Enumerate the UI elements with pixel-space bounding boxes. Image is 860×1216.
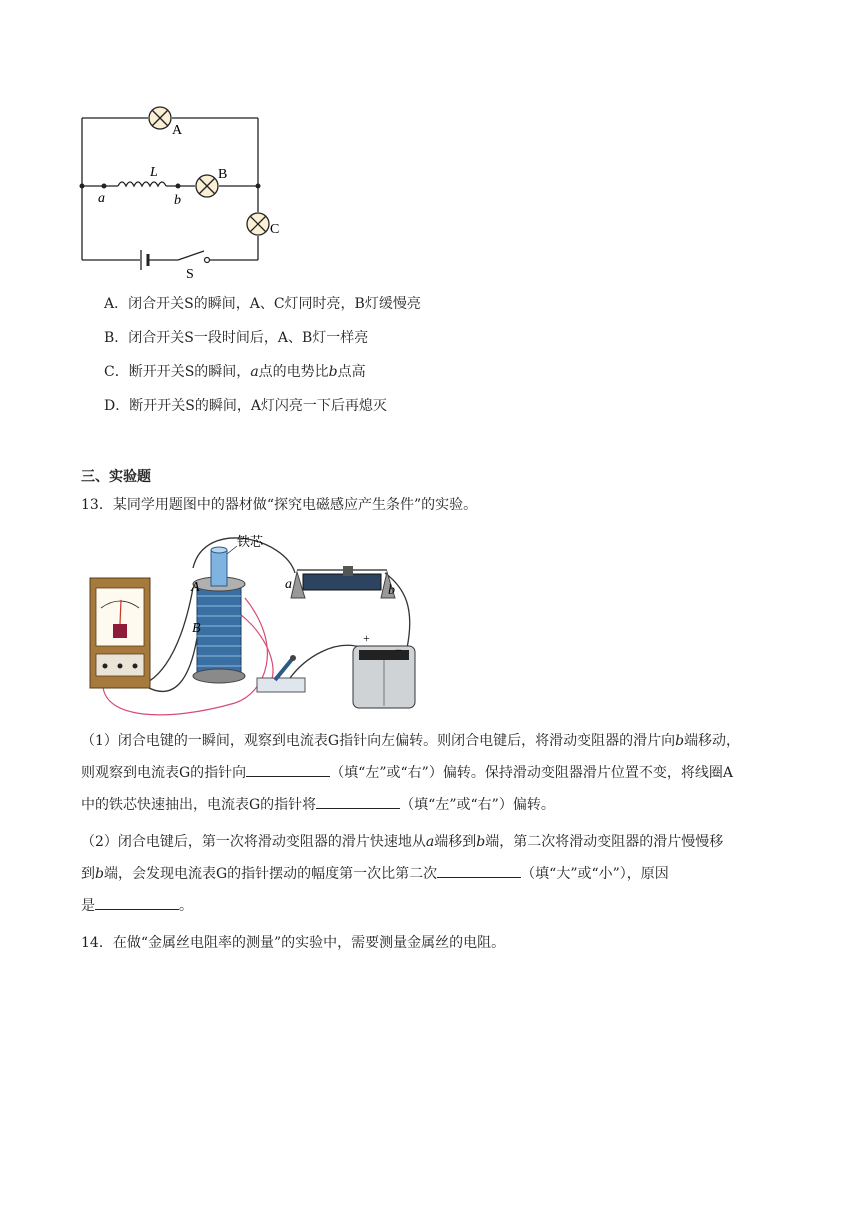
label-point-b: b xyxy=(174,193,181,208)
q13-part2-line2: 到b端，会发现电流表G的指针摆动的幅度第一次比第二次 （填“大”或“小”），原因 xyxy=(81,858,787,890)
answer-blank-1[interactable] xyxy=(246,762,330,777)
experiment-figure xyxy=(85,528,425,718)
option-b: B．闭合开关S一段时间后，A、B灯一样亮 xyxy=(104,330,369,346)
q14-stem: 14．在做“金属丝电阻率的测量”的实验中，需要测量金属丝的电阻。 xyxy=(81,935,506,951)
label-lamp-b: B xyxy=(218,167,228,182)
q13-part1 xyxy=(81,725,787,821)
label-rheo-b: b xyxy=(388,583,395,598)
label-iron-core: 铁芯 xyxy=(237,534,264,549)
answer-blank-4[interactable] xyxy=(95,895,179,910)
answer-blank-2[interactable] xyxy=(316,794,400,809)
q13-part2-line1: （2）闭合电键后，第一次将滑动变阻器的滑片快速地从a端移到b端，第二次将滑动变阻器的滑片慢慢移 xyxy=(81,834,724,850)
q13-part1-line1: （1）闭合电键的一瞬间，观察到电流表G指针向左偏转。则闭合电键后，将滑动变阻器的滑片向b端移动， xyxy=(81,733,741,749)
label-plus: + xyxy=(363,631,370,645)
label-rheo-a: a xyxy=(285,577,292,592)
circuit-diagram xyxy=(70,100,300,280)
label-inductor: L xyxy=(150,165,158,180)
q13-stem: 13．某同学用题图中的器材做“探究电磁感应产生条件”的实验。 xyxy=(81,497,478,513)
label-lamp-a: A xyxy=(172,123,183,138)
q13-part2-line3: 是 。 xyxy=(81,890,787,922)
option-d: D．断开开关S的瞬间，A灯闪亮一下后再熄灭 xyxy=(104,398,387,414)
answer-blank-3[interactable] xyxy=(437,863,521,878)
q13-part1-line2: 则观察到电流表G的指针向 （填“左”或“右”）偏转。保持滑动变阻器滑片位置不变，将线圈A xyxy=(81,757,787,789)
label-point-a: a xyxy=(98,191,105,206)
label-lamp-c: C xyxy=(270,222,280,237)
label-switch: S xyxy=(186,267,194,280)
option-c: C．断开开关S的瞬间，a点的电势比b点高 xyxy=(104,364,366,380)
q13-part2 xyxy=(81,826,787,922)
label-coil-b: B xyxy=(192,621,201,636)
label-minus: − xyxy=(395,643,402,657)
option-a: A．闭合开关S的瞬间，A、C灯同时亮，B灯缓慢亮 xyxy=(104,296,421,312)
label-coil-a: A xyxy=(191,580,200,595)
q13-part1-line3: 中的铁芯快速抽出，电流表G的指针将 （填“左”或“右”）偏转。 xyxy=(81,789,787,821)
section-title: 三、实验题 xyxy=(81,469,151,485)
